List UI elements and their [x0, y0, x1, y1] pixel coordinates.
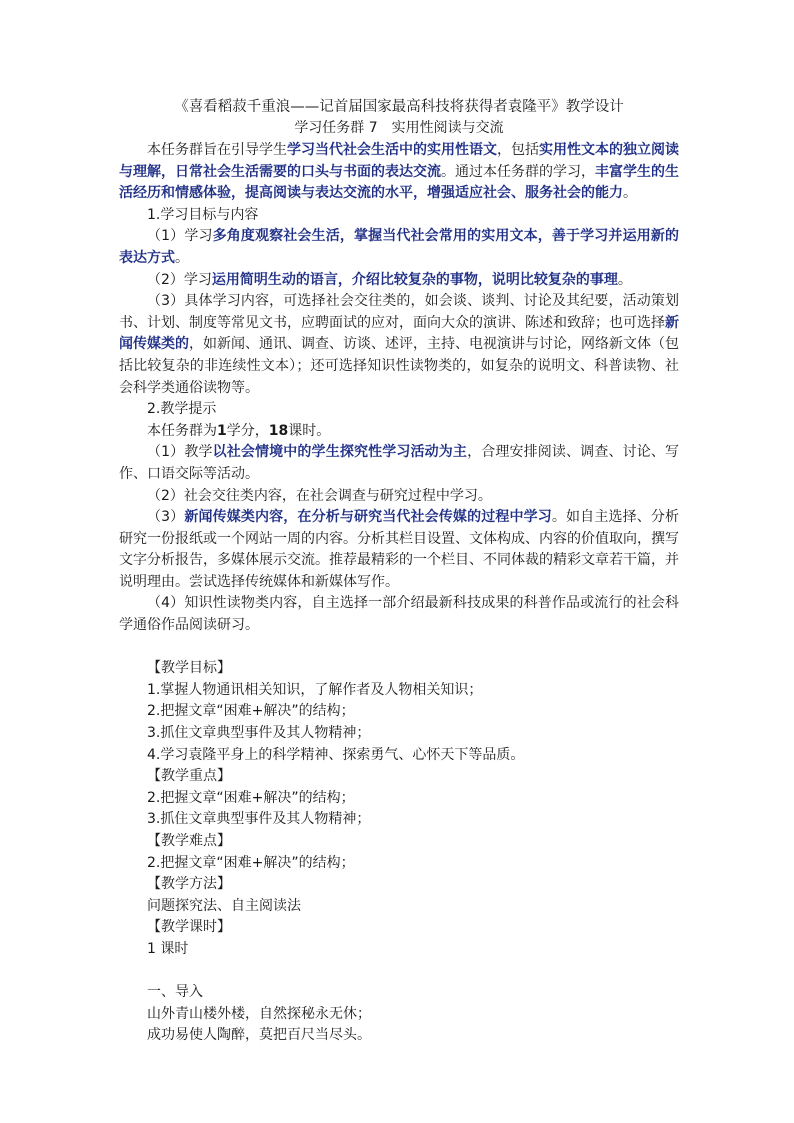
poem-line: 成功易使人陶醉，莫把百尺当尽头。 [147, 1027, 371, 1044]
goal-item-3: （3）具体学习内容，可选择社会交往类的，如会谈、谈判、讨论及其纪要，活动策划书、计划、制度等常见文书，应聘面试的应对，面向大众的演讲、陈述和致辞；也可选择新闻传媒类的，如新闻、通讯、调查、访谈、述评，主持、电视演讲与讨论，网络新文体（包括比较复杂的非连续性文本）；还可选择知识性读物类的，如复杂的说明文、科普读物、社会科学类通俗读物等。 [119, 293, 679, 396]
tip-item-1: （1）教学以社会情境中的学生探究性学习活动为主，合理安排阅读、调查、讨论、写作、口语交际等活动。 [119, 444, 679, 482]
poem-line: 山外青山楼外楼，自然探秘永无休； [147, 1005, 371, 1022]
blank-line [119, 637, 679, 659]
goal-item-2: （2）学习运用简明生动的语言，介绍比较复杂的事物，说明比较复杂的事理。 [147, 271, 632, 288]
objective-item: 1.掌握人物通讯相关知识，了解作者及人物相关知识； [147, 681, 483, 698]
method-item: 问题探究法、自主阅读法 [147, 897, 301, 914]
objective-item: 2.把握文章“困难+解决”的结构； [147, 703, 355, 720]
objectives-heading: 【教学目标】 [147, 660, 231, 677]
tip-item-4: （4）知识性读物类内容，自主选择一部介绍最新科技成果的科普作品或流行的社会科学通俗作品阅读研习。 [119, 595, 679, 634]
hours-line: 本任务群为1学分，18课时。 [147, 422, 331, 439]
section-heading-goals: 1.学习目标与内容 [147, 206, 259, 223]
document-title: 《喜看稻菽千重浪——记首届国家最高科技将获得者袁隆平》教学设计 [174, 99, 624, 115]
period-item: 1 课时 [147, 940, 189, 957]
intro-section-heading: 一、导入 [147, 984, 203, 1001]
keypoints-heading: 【教学重点】 [147, 768, 231, 785]
keypoint-item: 2.把握文章“困难+解决”的结构； [147, 789, 355, 806]
document-body [119, 96, 679, 1047]
method-heading: 【教学方法】 [147, 876, 231, 893]
tip-item-3: （3）新闻传媒类内容，在分析与研究当代社会传媒的过程中学习。如自主选择、分析研究一份报纸或一个网站一周的内容。分析其栏目设置、文体构成、内容的价值取向，撰写文字分析报告，多媒体展示交流。推荐最精彩的一个栏目、不同体裁的精彩文章若干篇，并说明理由。尝试选择传统媒体和新媒体写作。 [119, 509, 680, 590]
difficulty-item: 2.把握文章“困难+解决”的结构； [147, 854, 355, 871]
keypoint-item: 3.抓住文章典型事件及其人物精神； [147, 811, 371, 828]
objective-item: 4.学习袁隆平身上的科学精神、探索勇气、心怀天下等品质。 [147, 746, 525, 763]
intro-paragraph: 本任务群旨在引导学生学习当代社会生活中的实用性语文，包括实用性文本的独立阅读与理解，日常社会生活需要的口头与书面的表达交流。通过本任务群的学习，丰富学生的生活经历和情感体验，提高阅读与表达交流的水平，增强适应社会、服务社会的能力。 [119, 142, 679, 202]
blank-line [119, 961, 679, 983]
objective-item: 3.抓住文章典型事件及其人物精神； [147, 725, 371, 742]
goal-item-1: （1）学习多角度观察社会生活，掌握当代社会常用的实用文本，善于学习并运用新的表达方式。 [119, 228, 679, 266]
period-heading: 【教学课时】 [147, 919, 231, 936]
document-subtitle: 学习任务群 7 实用性阅读与交流 [294, 120, 504, 136]
difficulty-heading: 【教学难点】 [147, 833, 231, 849]
tip-item-2: （2）社会交往类内容，在社会调查与研究过程中学习。 [147, 487, 492, 504]
section-heading-tips: 2.教学提示 [147, 401, 217, 418]
